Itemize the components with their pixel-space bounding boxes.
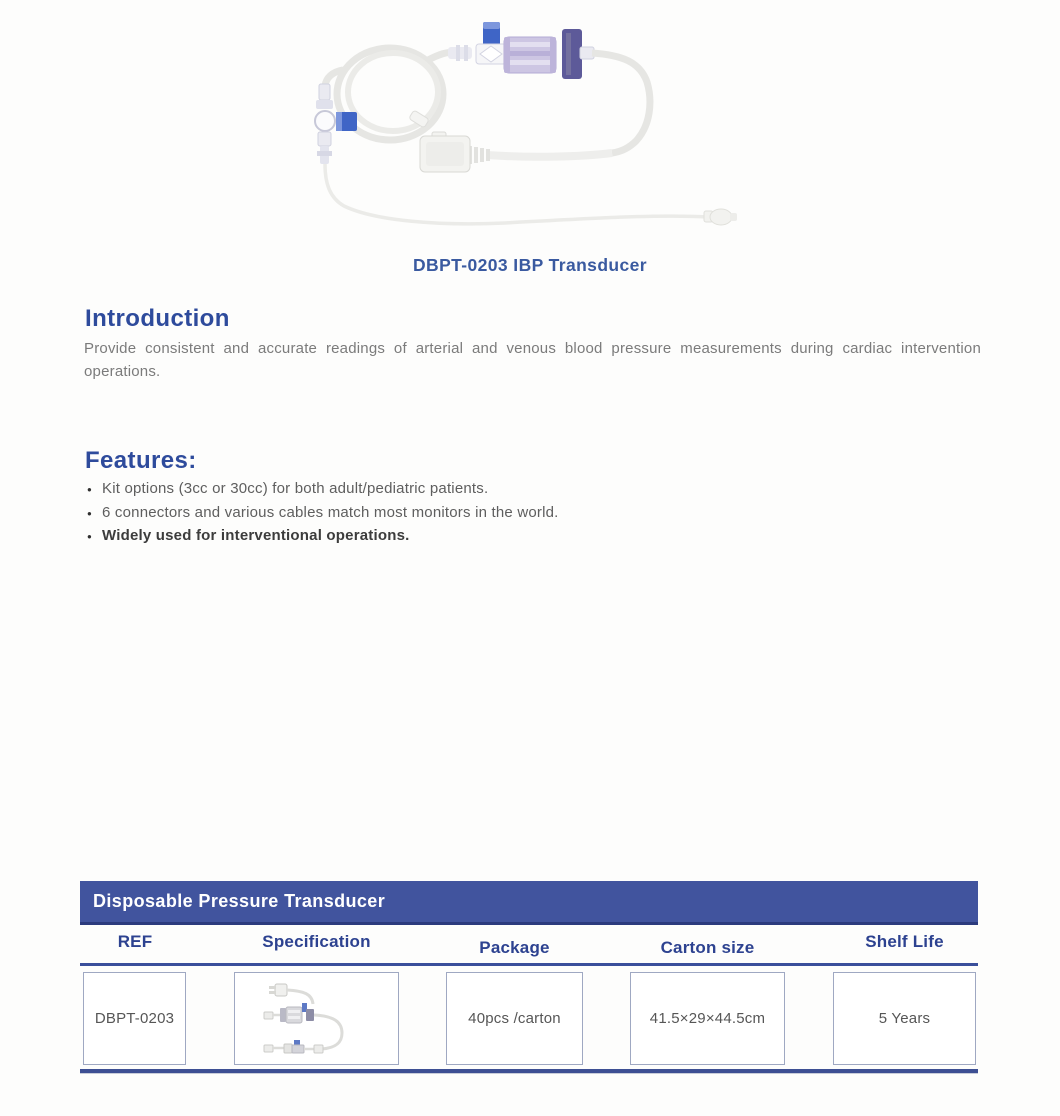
cell-carton-size: 41.5×29×44.5cm — [630, 972, 785, 1065]
introduction-heading: Introduction — [85, 305, 230, 332]
feature-item: ● Widely used for interventional operations. — [87, 524, 559, 548]
introduction-body: Provide consistent and accurate readings of arterial and venous blood pressure measurements during cardiac intervention operations. — [84, 340, 981, 380]
product-photo — [280, 8, 740, 246]
cell-ref: DBPT-0203 — [83, 972, 186, 1065]
feature-item: ● Kit options (3cc or 30cc) for both adult/pediatric patients. — [87, 477, 559, 501]
column-header-specification: Specification — [262, 932, 371, 951]
column-header-carton-size: Carton size — [660, 938, 755, 957]
column-header-ref: REF — [117, 932, 153, 951]
specification-table — [80, 881, 978, 1077]
product-thumbnail — [242, 976, 392, 1061]
cell-specification — [234, 972, 399, 1065]
header-divider-line — [80, 963, 978, 966]
table-bottom-line — [80, 1069, 978, 1073]
cell-package: 40pcs /carton — [446, 972, 583, 1065]
feature-item: ● 6 connectors and various cables match most monitors in the world. — [87, 501, 559, 525]
features-list — [87, 477, 559, 548]
ibp-transducer-photo-illustration — [280, 8, 740, 246]
product-caption: DBPT-0203 IBP Transducer — [413, 255, 647, 275]
table-banner — [80, 881, 978, 925]
column-header-package: Package — [479, 938, 550, 957]
cell-shelf-life: 5 Years — [833, 972, 976, 1065]
column-header-shelf-life: Shelf Life — [865, 932, 944, 951]
features-heading: Features: — [85, 447, 197, 474]
table-banner-title: Disposable Pressure Transducer — [93, 891, 386, 911]
